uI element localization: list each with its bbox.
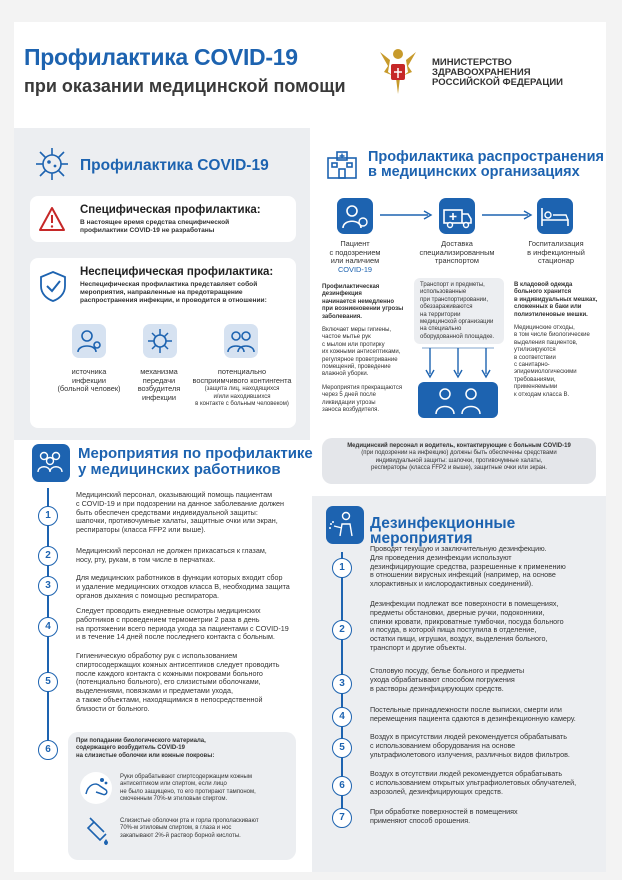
workers-title: Мероприятия по профилактике у медицинских работников [78,445,313,478]
medical-staff-icon [32,444,70,482]
col-transport: Транспорт и предметы, использованные при транспортировании, обеззараживаются на территории медицинской организации на специально оборудованной площадке. [420,282,495,340]
disinfection-item-5: Воздух в присутствии людей рекомендуется обрабатывать с использованием оборудования на основе ультрафиолетового излучения, различных видов фильтров. [370,732,570,759]
disinfection-item-3: Столовую посуду, белье больного и предметы ухода обрабатывают способом погружения в растворы дезинфицирующих средств. [370,666,525,693]
arrows-down-icon [420,346,496,380]
step-number: 2 [332,620,352,640]
hand-sanitizer-icon [78,770,114,806]
page-title: Профилактика COVID-19 [24,44,298,70]
specific-text: В настоящее время средства специфической профилактики COVID-19 не разработаны [80,219,230,234]
ambulance-icon [439,198,475,234]
prevention-title: Профилактика COVID-19 [80,157,269,174]
disinfection-item-1: Проводят текущую и заключительную дезинфекцию. Для проведения дезинфекции используют дезинфицирующие средства, разрешенные к применению в отношении вирусных инфекций (например, на основе хлорактивных и кислородактивных соединений). [370,544,566,589]
step-number: 1 [38,506,58,526]
sick-person-icon [72,324,106,358]
worker-item-4: Следует проводить ежедневные осмотры медицинских работников с проведением термометрии 2 раза в день на протяжении всего периода ухода за пациентами с COVID-19 и в течение 14 дней после последнего контакта с больным. [76,606,289,642]
step-number: 6 [38,740,58,760]
step-number: 2 [38,546,58,566]
step-number: 1 [332,558,352,578]
step-number: 3 [38,576,58,596]
step-transport: Доставка специализированным транспортом [419,239,495,266]
contact-mucosa: Слизистые оболочки рта и горла прополаскивают 70%-м этиловым спиртом, в глаза и нос закапывают 2%-й раствор борной кислоты. [120,818,259,839]
disinfection-item-4: Постельные принадлежности после выписки, смерти или перемещения пациента сдаются в дезинфекционную камеру. [370,705,576,723]
hospital-bed-icon [537,198,573,234]
disinfection-sprayer-icon [326,506,364,544]
worker-item-1: Медицинский персонал, оказывающий помощь пациентам с COVID-19 и при подозрении на данное заболевание должен быть обеспечен средствами индивидуальной защиты: шапочки, противочумные халаты, защитные очки или экран, респираторы (класса FFP2 или выше). [76,490,285,535]
item-susceptible: потенциально восприимчивого контингента (защита лиц, находящихся и/или находившихся в контакте с больным человеком) [192,367,292,407]
arrow-right-icon [480,210,534,220]
step-hospitalization: Госпитализация в инфекционный стационар [527,239,585,266]
contact-skin: Руки обрабатывают спиртсодержащим кожным антисептиком или спиртом, если лицо не было защищено, то его протирают тампоном, смоченным 70%-м этиловым спиртом. [120,774,256,803]
worker-item-5: Гигиеническую обработку рук с использованием спиртосодержащих кожных антисептиков следует проводить после каждого контакта с кожными покровами больного (потенциально больного), его слизистыми оболочками, выделениями, повязками и предметами ухода, а также объектами, находящимися в непосредственной близости от больного. [76,651,280,713]
group-people-icon [224,324,258,358]
ppe-staff-icon [418,382,498,418]
page-subtitle: при оказании медицинской помощи [24,76,346,96]
step-number: 4 [38,617,58,637]
hospital-building-icon [324,150,360,180]
item-transmission: механизма передачи возбудителя инфекции [137,367,181,402]
ppe-note: Медицинский персонал и водитель, контактирующие с больным COVID-19 (при подозрении на инфекцию) должны быть обеспечены средствами индивидуальной защиты: шапочки, противочумные халаты, респираторы (класса FFP2 и выше), защитные очки или экран. [347,443,571,472]
dropper-icon [82,814,112,850]
virus-icon [34,146,70,182]
nonspecific-title: Неспецифическая профилактика: [80,266,274,278]
step-number: 4 [332,707,352,727]
col-disinfection: Профилактическая дезинфекция начинается немедленно при возникновении угрозы заболевания. Включает меры гигиены, частое мытье рук с мылом или протирку их кожными антисептиками, регулярное проветривание помещений, проведение влажной уборки. Мероприятия прекращаются через 5 дней после ликвидации угрозы заноса возбудителя. [322,284,404,414]
step-number: 3 [332,674,352,694]
step-number: 5 [332,738,352,758]
contact-title: При попадании биологического материала, содержащего возбудитель COVID-19 на слизистые оболочки или кожные покровы: [76,738,215,759]
specific-title: Специфическая профилактика: [80,204,261,216]
step-number: 6 [332,776,352,796]
col-storage: В кладовой одежда больного хранится в индивидуальных мешках, сложенных в баки или полиэтиленовые мешки. Медицинские отходы, в том числе биологические выделения пациентов, утилизируются в соответствии с санитарно- эпидемиологическими требованиями, применяемыми к отходам класса В. [514,282,598,398]
step-patient: Пациент с подозрением или наличием COVID-19 [329,239,381,274]
arrow-right-icon [378,210,434,220]
spread-title: Профилактика распространения в медицинских организациях [368,149,604,180]
patient-icon [337,198,373,234]
shield-check-icon [38,270,68,302]
step-number: 7 [332,808,352,828]
step-number: 5 [38,672,58,692]
coat-of-arms-icon [374,42,422,102]
warning-icon [38,206,66,232]
disinfection-title: Дезинфекционные мероприятия [370,515,516,547]
disinfection-item-6: Воздух в отсутствии людей рекомендуется обрабатывать с использованием открытых ультрафиолетовых облучателей, аэрозолей, дезинфицирующих средств. [370,769,577,796]
worker-item-2: Медицинский персонал не должен прикасаться к глазам, носу, рту, рукам, в том числе в перчатках. [76,546,267,564]
disinfection-item-7: При обработке поверхностей в помещениях применяют способ орошения. [370,807,518,825]
item-infection-source: источника инфекции (больной человек) [57,367,121,394]
virus-transmission-icon [143,324,177,358]
disinfection-item-2: Дезинфекции подлежат все поверхности в помещениях, предметы обстановки, дверные ручки, подоконники, спинки кровати, прикроватные тумбочки, посуда больного и посуда, в которой пища поступила в отделение, остатки пищи, игрушки, воздух, выделения больного, транспорт и другие объекты. [370,599,564,652]
worker-item-3: Для медицинских работников в функции которых входит сбор и удаление медицинских отходов класса В, необходима защита органов дыхания с помощью респиратора. [76,573,290,600]
ministry-name: МИНИСТЕРСТВО ЗДРАВООХРАНЕНИЯ РОССИЙСКОЙ ФЕДЕРАЦИИ [432,57,564,88]
nonspecific-text: Неспецифическая профилактика представляет собой мероприятия, направленные на предотвращение распространения инфекции, и проводится в отношении: [80,281,267,304]
